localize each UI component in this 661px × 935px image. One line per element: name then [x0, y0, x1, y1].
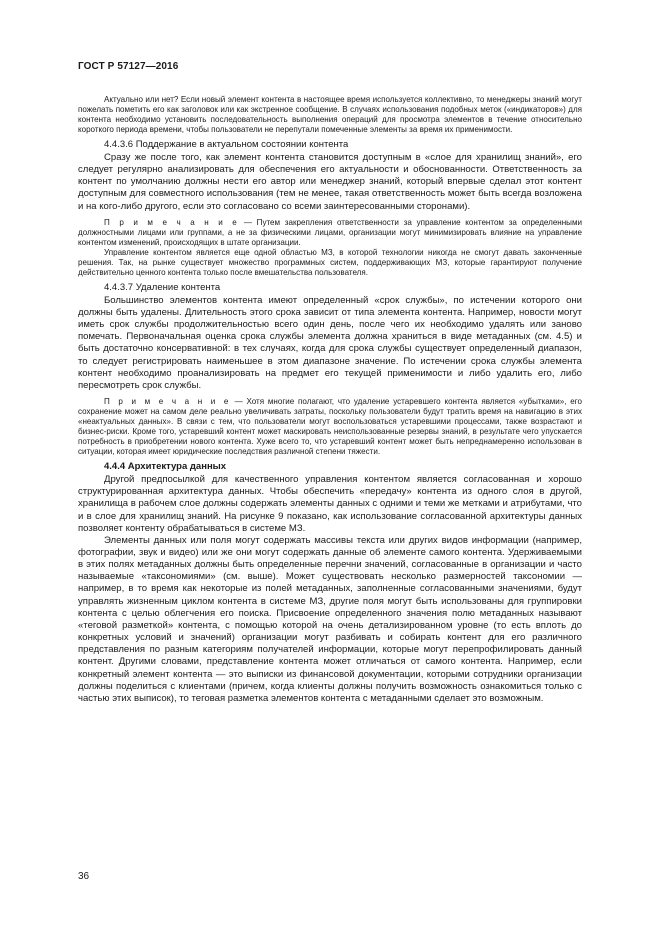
note-text: — Путем закрепления ответственности за управление контентом за определенными должностными лицами или группами, а не за физическими лицами, организации могут минимизировать влияние на управление контентом изменений, происходящих в штате организации. — [78, 217, 582, 247]
paragraph-maintenance: Сразу же после того, как элемент контента становится доступным в «слое для хранилищ знаний», его следует регулярно анализировать для обеспечения его актуальности и обоснованности. Ответственность за контент по умолчанию должны нести его автор или менеджер знаний, который впервые сделал этот контент доступным для совместного использования (тем не менее, такая ответственность может быть всегда возложена и на кого-либо другого, если это согласовано со всеми заинтересованными сторонами). — [78, 152, 582, 212]
paragraph-data-fields: Элементы данных или поля могут содержать массивы текста или других видов информации (например, фотографии, звук и видео) или же они могут содержать данные об элементе самого контента. Удерживаемыми в этих полях метаданных должны быть определенные перечни значений, согласованные в организации и часто называемые «таксономиями» (см. выше). Может существовать несколько размерностей таксономии — например, в то время как некоторые из полей метаданных, заполненные согласованными значениями, будут управлять жизненным циклом контента в системе МЗ, другие поля могут быть использованы для группировки контента с целью облегчения его поиска. Присвоение определенного значения полю метаданных называют «теговой разметкой» контента, с помощью которой на очень детализированном уровне (то есть вплоть до конкретных условий и значений) организации могут разбивать и собирать контент для его различного представления по разным категориям получателей информации, которые могут перепрофилировать данный контент. Другими словами, представление контента может отличаться от самого контента. Например, если конкретный элемент контента — это выписки из финансовой документации, которыми сотрудники организации должны поделиться с клиентами (причем, когда клиенты должны получить возможность ознакомиться только с частью этих выписок), то теговая разметка элементов контента с метаданными сделает это возможным. — [78, 534, 582, 704]
paragraph-removal: Большинство элементов контента имеют определенный «срок службы», по истечении которого они должны быть удалены. Длительность этого срока зависит от типа элемента контента. Например, новости могут иметь срок службы продолжительностью всего один день, после чего их необходимо удалять или заново помечать. Первоначальная оценка срока службы элемента должна храниться в виде метаданных (см. 4.5) и быть достаточно консервативной: в тех случаях, когда для срока службы существует определенный диапазон, то следует регистрировать наименьшее в этом диапазоне значение. По истечении срока службы элемента контент необходимо проанализировать на предмет его текущей применимости и либо удалить его, либо пересмотреть срок службы. — [78, 294, 582, 391]
document-body — [78, 95, 582, 705]
paragraph-relevance: Актуально или нет? Если новый элемент контента в настоящее время используется коллективно, то менеджеры знаний могут пожелать пометить его как заголовок или как экстренное сообщение. В случаях использования подобных меток («индикаторов») для контента необходимо установить последовательность выполнения операций для просмотра элементов в течение относительно короткого периода времени, чтобы пользователи не перепутали помеченные элементы за время их применимости. — [78, 95, 582, 134]
note-label: П р и м е ч а н и е — [104, 397, 231, 407]
paragraph-km-technology: Управление контентом является еще одной областью МЗ, в которой технологии никогда не смогут давать законченные решения. Так, на рынке существует множество программных систем, поддерживающих МЗ, которые гарантируют получение действительно ценного контента только после вмешательства пользователя. — [78, 247, 582, 277]
note-label: П р и м е ч а н и е — [104, 217, 240, 227]
page-number: 36 — [78, 871, 90, 882]
note-responsibility — [78, 218, 582, 248]
section-heading-4437: 4.4.3.7 Удаление контента — [104, 281, 221, 293]
document-header: ГОСТ Р 57127—2016 — [78, 61, 179, 72]
note-outdated-content — [78, 397, 582, 457]
note-text: — Хотя многие полагают, что удаление устаревшего контента является «убытками», его сохранение может на самом деле реально увеличивать затраты, поскольку пользователи будут тратить время на навигацию в этих «неактуальных данных». В связи с тем, что пользователи могут воспользоваться устаревшими процессами, также возрастают и бизнес-риски. Кроме того, устаревший контент может маскировать неиспользованные резервы знаний, в результате чего упускается потребность в приобретении нового контента. Хуже всего то, что устаревший контент может быть непреднамеренно использован в ситуации, которая имеет юридические последствия различной степени тяжести. — [78, 397, 582, 457]
section-heading-444: 4.4.4 Архитектура данных — [104, 461, 227, 473]
paragraph-data-architecture: Другой предпосылкой для качественного управления контентом является согласованная и хорошо структурированная архитектура данных. Чтобы обеспечить «передачу» контента из одного слоя в другой, хранилища в рабочем слое должны содержать элементы данных с одними и теми же метками и атрибутами, что и в слое для хранилищ знаний. На рисунке 9 показано, как использование согласованной архитектуры данных позволяет контенту обрабатываться в системе МЗ. — [78, 474, 582, 534]
section-heading-4436: 4.4.3.6 Поддержание в актуальном состоянии контента — [104, 139, 349, 150]
